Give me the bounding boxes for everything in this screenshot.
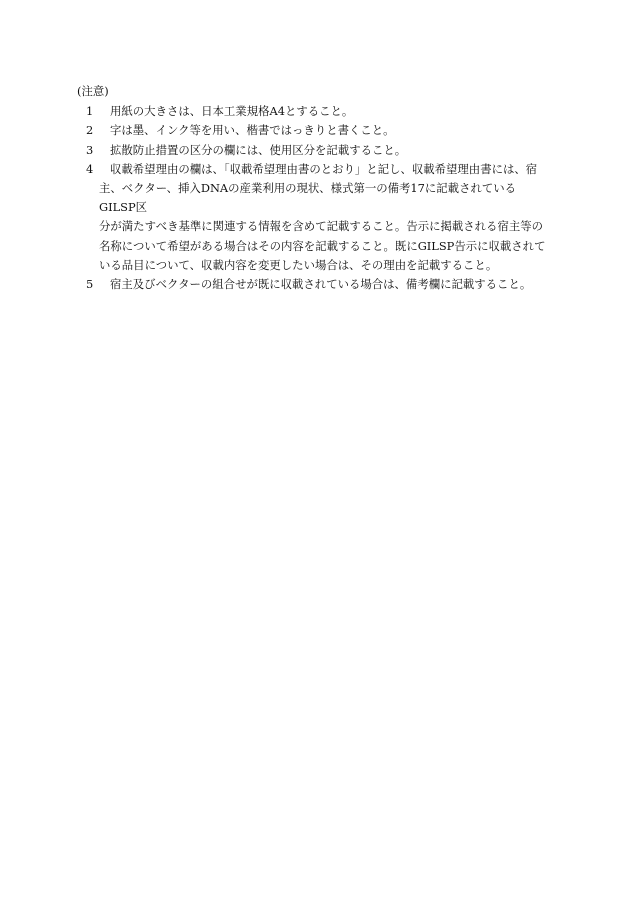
note-line: 収載希望理由の欄は、「収載希望理由書のとおり」と記し、収載希望理由書には、宿 [110,161,538,176]
note-item-4 [79,160,551,275]
note-item-5 [79,275,551,294]
note-line: 名称について希望がある場合はその内容を記載すること。既にGILSP告示に収載されて [99,238,546,253]
note-number: 2 [86,123,94,138]
note-item-3 [79,141,551,160]
note-line: 主、ベクター、挿入DNAの産業利用の現状、様式第一の備考17に記載されているGILSP区 [99,181,517,215]
note-text [99,160,551,275]
notes-section [79,82,551,294]
note-number: 1 [86,104,94,119]
note-item-2 [79,121,551,140]
note-text: 用紙の大きさは、日本工業規格A4とすること。 [110,104,354,119]
note-number: 5 [86,277,94,292]
note-item-1 [79,102,551,121]
note-text: 宿主及びベクターの組合せが既に収載されている場合は、備考欄に記載すること。 [110,277,532,292]
note-number: 4 [86,161,94,176]
note-text: 字は墨、インク等を用い、楷書ではっきりと書くこと。 [110,123,395,138]
note-text: 拡散防止措置の区分の欄には、使用区分を記載すること。 [110,142,407,157]
note-line: 分が満たすべき基準に関連する情報を含めて記載すること。告示に掲載される宿主等の [99,219,544,234]
note-number: 3 [86,142,94,157]
note-line: いる品目について、収載内容を変更したい場合は、その理由を記載すること。 [99,257,498,272]
notes-heading: (注意) [77,84,109,98]
